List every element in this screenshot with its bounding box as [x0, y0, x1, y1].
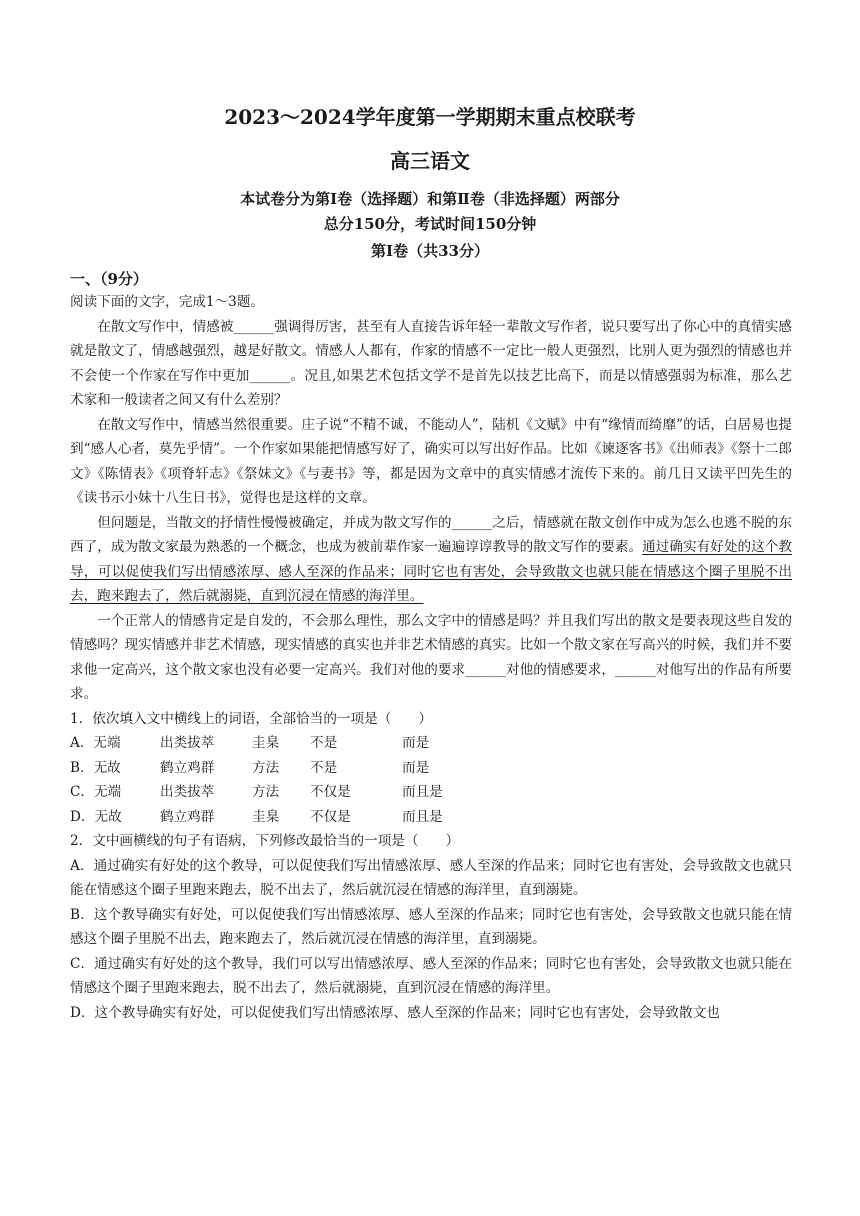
- exam-content: [70, 268, 792, 1025]
- option-word: 而且是: [402, 784, 443, 800]
- option-word: 方法: [252, 784, 280, 800]
- passage-paragraph-3: [70, 511, 792, 609]
- exam-description: 本试卷分为第Ⅰ卷（选择题）和第Ⅱ卷（非选择题）两部分: [240, 190, 620, 208]
- question-2-option-d: D．这个教导确实有好处，可以促使我们写出情感浓厚、感人至深的作品来；同时它也有害处，会导致散文也: [70, 1004, 720, 1021]
- part-one-heading: 第Ⅰ卷（共33分）: [371, 242, 489, 260]
- reading-instruction: 阅读下面的文字，完成1～3题。: [70, 294, 265, 310]
- option-word: 不是: [310, 735, 338, 751]
- passage-paragraph-2: 在散文写作中，情感当然很重要。庄子说“不精不诚，不能动人”，陆机《文赋》中有“缘情而绮靡”的话，白居易也提到“感人心者，莫先乎情”。一个作家如果能把情感写好了，确实可以写出好作品。比如《谏逐客书》《出师表》《祭十二郎文》《陈情表》《项脊轩志》《祭妹文》《与妻书》等，都是因为文章中的真实情感才流传下来的。前几日又读平凹先生的《读书示小妹十八生日书》，觉得也是这样的文章。: [70, 416, 792, 506]
- section-heading: 一、（9分）: [70, 270, 148, 288]
- option-letter: D．无故: [70, 808, 122, 825]
- option-word: 出类拔萃: [160, 784, 215, 800]
- exam-title: 2023～2024学年度第一学期期末重点校联考: [224, 105, 636, 129]
- option-word: 方法: [252, 759, 280, 776]
- subject-title: 高三语文: [390, 149, 470, 173]
- option-word: 不仅是: [310, 808, 351, 825]
- passage-paragraph-1: 在散文写作中，情感被______强调得厉害，甚至有人直接告诉年轻一辈散文写作者，说只要写出了你心中的真情实感就是散文了，情感越强烈，越是好散文。情感人人都有，作家的情感不一定比一般人更强烈，比别人更为强烈的情感也并不会使一个作家在写作中更加______。况且,如果艺术包括文学不是首先以技艺比高下，而是以情感强弱为标准，那么艺术家和一般读者之间又有什么差别？: [70, 318, 792, 408]
- paragraph-3-text: 但问题是，当散文的抒情性慢慢被确定，并成为散文写作的______之后，情感就在散文创作中成为怎么也逃不脱的东西了，成为散文家最为熟悉的一个概念，也成为被前辈作家一遍遍谆谆教导的散文写作的要素。: [70, 514, 792, 555]
- option-word: 而且是: [402, 808, 443, 825]
- option-word: 鹤立鸡群: [160, 808, 215, 825]
- question-1-option-d: [70, 805, 792, 830]
- option-word: 圭臬: [252, 808, 280, 825]
- question-2-option-b: B．这个教导确实有好处，可以促使我们写出情感浓厚、感人至深的作品来；同时它也有害处，会导致散文也就只能在情感这个圈子里脱不出去，跑来跑去了，然后就沉浸在情感的海洋里，直到溺毙。: [70, 906, 792, 947]
- option-word: 不仅是: [310, 784, 351, 800]
- option-word: 鹤立鸡群: [160, 759, 215, 776]
- question-1-option-c: [70, 780, 792, 805]
- option-letter: B．无故: [70, 759, 121, 776]
- option-letter: C．无端: [70, 784, 122, 800]
- option-word: 不是: [310, 759, 338, 776]
- question-2-option-c: C．通过确实有好处的这个教导，我们可以写出情感浓厚、感人至深的作品来；同时它也有害处，会导致散文也就只能在情感这个圈子里跑来跑去，脱不出去了，然后就溺毙，直到沉浸在情感的海洋里。: [70, 955, 792, 996]
- exam-score-time: 总分150分，考试时间150分钟: [323, 215, 537, 233]
- option-word: 而是: [402, 759, 430, 776]
- question-2-stem: 2．文中画横线的句子有语病，下列修改最恰当的一项是（ ）: [70, 833, 460, 849]
- question-2-option-a: A．通过确实有好处的这个教导，可以促使我们写出情感浓厚、感人至深的作品来；同时它也有害处，会导致散文也就只能在情感这个圈子里跑来跑去，脱不出去了，然后就沉浸在情感的海洋里，直到溺毙。: [70, 857, 792, 898]
- option-letter: A．无端: [70, 735, 121, 751]
- underlined-sentence: 通过确实有好处的这个教导，可以促使我们写出情感浓厚、感人至深的作品来；同时它也有害处，会导致散文也就只能在情感这个圈子里脱不出去，跑来跑去了，然后就溺毙，直到沉浸在情感的海洋里。: [70, 539, 792, 604]
- question-2-options: [70, 854, 792, 1026]
- option-word: 而是: [402, 735, 430, 751]
- passage-paragraph-4: 一个正常人的情感肯定是自发的，不会那么理性，那么文字中的情感是吗？并且我们写出的散文是要表现这些自发的情感吗？现实情感并非艺术情感，现实情感的真实也并非艺术情感的真实。比如一个散文家在写高兴的时候，我们并不要求他一定高兴，这个散文家也没有必要一定高兴。我们对他的要求______对他的情感要求，______对他写出的作品有所要求。: [70, 612, 792, 702]
- option-word: 出类拔萃: [160, 735, 215, 751]
- question-1-stem: 1．依次填入文中横线上的词语，全部恰当的一项是（ ）: [70, 710, 433, 727]
- question-1-option-b: [70, 756, 792, 781]
- option-word: 圭臬: [252, 735, 280, 751]
- reading-passage: [70, 315, 792, 707]
- question-1-option-a: [70, 731, 792, 756]
